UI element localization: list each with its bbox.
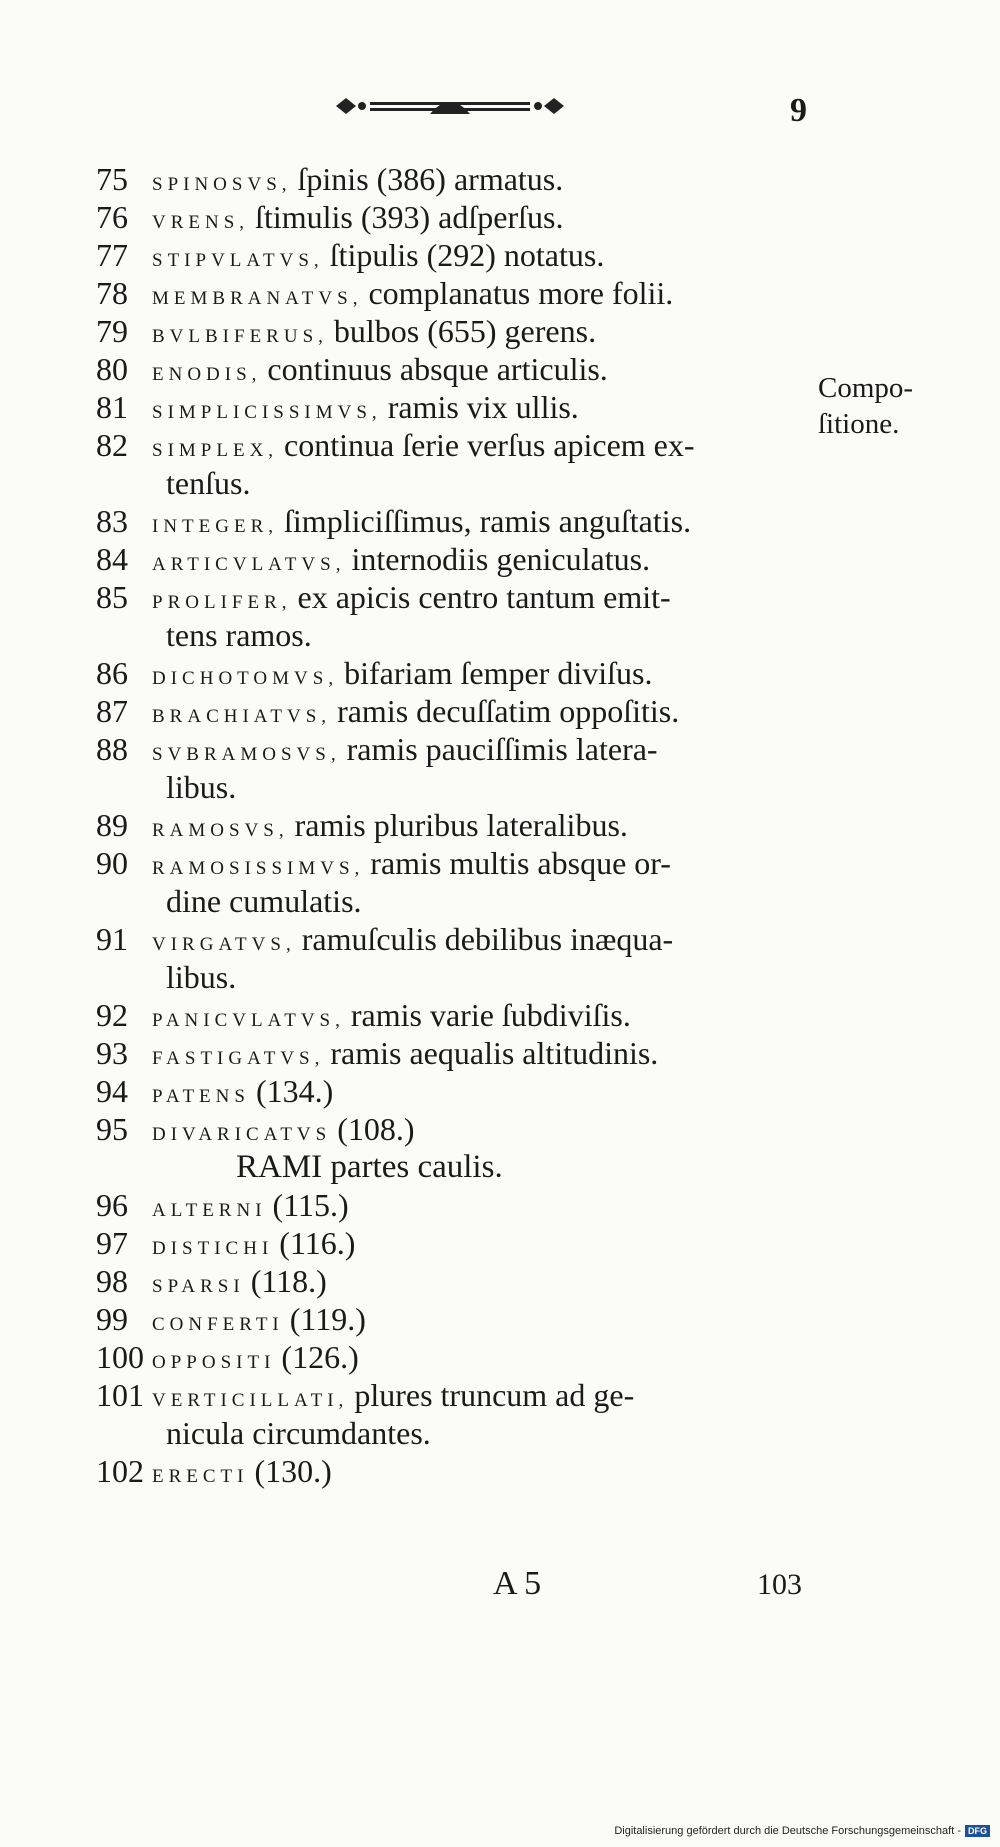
entry-term: FASTIGATVS, [152,1048,325,1069]
entry-term: ENODIS, [152,364,262,385]
entry-description: ramis multis absque or- [370,845,671,881]
entry-term: INTEGER, [152,516,279,537]
entry-term: VIRGATVS, [152,934,296,955]
entry-description: (108.) [337,1111,415,1147]
ornament-icon [330,88,570,124]
entry-description: ramis pauciſſimis latera- [346,731,658,767]
entry-number: 75 [96,161,128,197]
entry-number: 83 [96,503,128,539]
margin-note-line: ſitione. [818,408,900,440]
entry-number: 80 [96,351,128,387]
entry-description: continua ſerie verſus apicem ex- [284,427,695,463]
entry-number: 81 [96,389,128,425]
entry-term: VERTICILLATI, [152,1390,349,1411]
entry-number: 95 [96,1111,128,1147]
entry-description: plures truncum ad ge- [354,1377,635,1413]
entry-description: ramis aequalis altitudinis. [330,1035,659,1071]
page-number: 9 [790,92,807,129]
entry-number: 76 [96,199,128,235]
digitization-footer [614,1825,990,1837]
entry-term: RAMOSISSIMVS, [152,858,365,879]
entry-term: DICHOTOMVS, [152,668,339,689]
entry-term: OPPOSITI [152,1352,276,1373]
entry-term: ALTERNI [152,1200,267,1221]
entry-number: 93 [96,1035,128,1071]
entry-description: (130.) [254,1453,332,1489]
margin-note [818,370,913,442]
entry-description: ramuſculis debilibus inæqua- [301,921,674,957]
entry-number: 91 [96,921,128,957]
entry-number: 92 [96,997,128,1033]
entry-term: SPARSI [152,1276,245,1297]
entry-term: DIVARICATVS [152,1124,332,1145]
entry-number: 94 [96,1073,128,1109]
entry-term: PROLIFER, [152,592,292,613]
section-heading: RAMI partes caulis. [236,1149,503,1185]
entry-number: 101 [96,1377,144,1413]
entry-term: PANICVLATVS, [152,1010,345,1031]
dfg-logo-icon: DFG [965,1825,990,1837]
catchword: 103 [757,1568,802,1601]
entry-number: 82 [96,427,128,463]
entry-description: ramis pluribus lateralibus. [294,807,628,843]
entry-term: VRENS, [152,212,250,233]
entry-term: SVBRAMOSVS, [152,744,341,765]
entry-term: RAMOSVS, [152,820,289,841]
entry-description: bifariam ſemper diviſus. [344,655,653,691]
entry-term: ARTICVLATVS, [152,554,346,575]
entry-description: ramis decuſſatim oppoſitis. [337,693,680,729]
entry-term: MEMBRANATVS, [152,288,363,309]
entry-continuation: tenſus. [166,465,251,501]
margin-note-line: Compo- [818,372,914,404]
entry-term: BRACHIATVS, [152,706,332,727]
entry-term: BVLBIFERUS, [152,326,328,347]
entry-description: ramis vix ullis. [387,389,579,425]
entry-number: 99 [96,1301,128,1337]
entry-number: 100 [96,1339,144,1375]
entry-description: complanatus more folii. [368,275,674,311]
entry-number: 88 [96,731,128,767]
entry-description: ex apicis centro tantum emit- [297,579,671,615]
entry-description: ſimpliciſſimus, ramis anguſtatis. [284,503,692,539]
entry-description: bulbos (655) gerens. [333,313,597,349]
entry-term: STIPVLATVS, [152,250,324,271]
entry-number: 87 [96,693,128,729]
signature-mark: A 5 [493,1565,542,1602]
entry-description: (119.) [289,1301,366,1337]
entry-continuation: libus. [166,769,237,805]
entry-number: 102 [96,1453,144,1489]
entry-description: (118.) [250,1263,327,1299]
entry-description: (115.) [272,1187,349,1223]
entry-description: (126.) [281,1339,359,1375]
entry-description: ſtipulis (292) notatus. [329,237,605,273]
entry-continuation: dine cumulatis. [166,883,362,919]
entry-description: continuus absque articulis. [267,351,608,387]
list-item [96,1452,332,1496]
entry-continuation: nicula circumdantes. [166,1415,431,1451]
entry-term: ERECTI [152,1466,249,1487]
entry-term: PATENS [152,1086,250,1107]
entry-description: (116.) [279,1225,356,1261]
footer-text: Digitalisierung gefördert durch die Deutsche Forschungsgemeinschaft - [614,1825,961,1837]
entry-number: 79 [96,313,128,349]
entry-term: SPINOSVS, [152,174,292,195]
entry-term: CONFERTI [152,1314,284,1335]
entry-number: 97 [96,1225,128,1261]
entry-description: ſpinis (386) armatus. [297,161,564,197]
entry-continuation: libus. [166,959,237,995]
entry-number: 96 [96,1187,128,1223]
entry-number: 89 [96,807,128,843]
entry-description: (134.) [255,1073,334,1109]
entry-number: 78 [96,275,128,311]
entry-term: DISTICHI [152,1238,274,1259]
entry-number: 98 [96,1263,128,1299]
entry-number: 84 [96,541,128,577]
entry-description: ramis varie ſubdiviſis. [350,997,631,1033]
entry-description: ſtimulis (393) adſperſus. [255,199,564,235]
entry-term: SIMPLICISSIMVS, [152,402,382,423]
entry-number: 90 [96,845,128,881]
entry-number: 77 [96,237,128,273]
entry-number: 86 [96,655,128,691]
entry-description: internodiis geniculatus. [351,541,651,577]
entry-number: 85 [96,579,128,615]
entry-term: SIMPLEX, [152,440,279,461]
entry-continuation: tens ramos. [166,617,312,653]
